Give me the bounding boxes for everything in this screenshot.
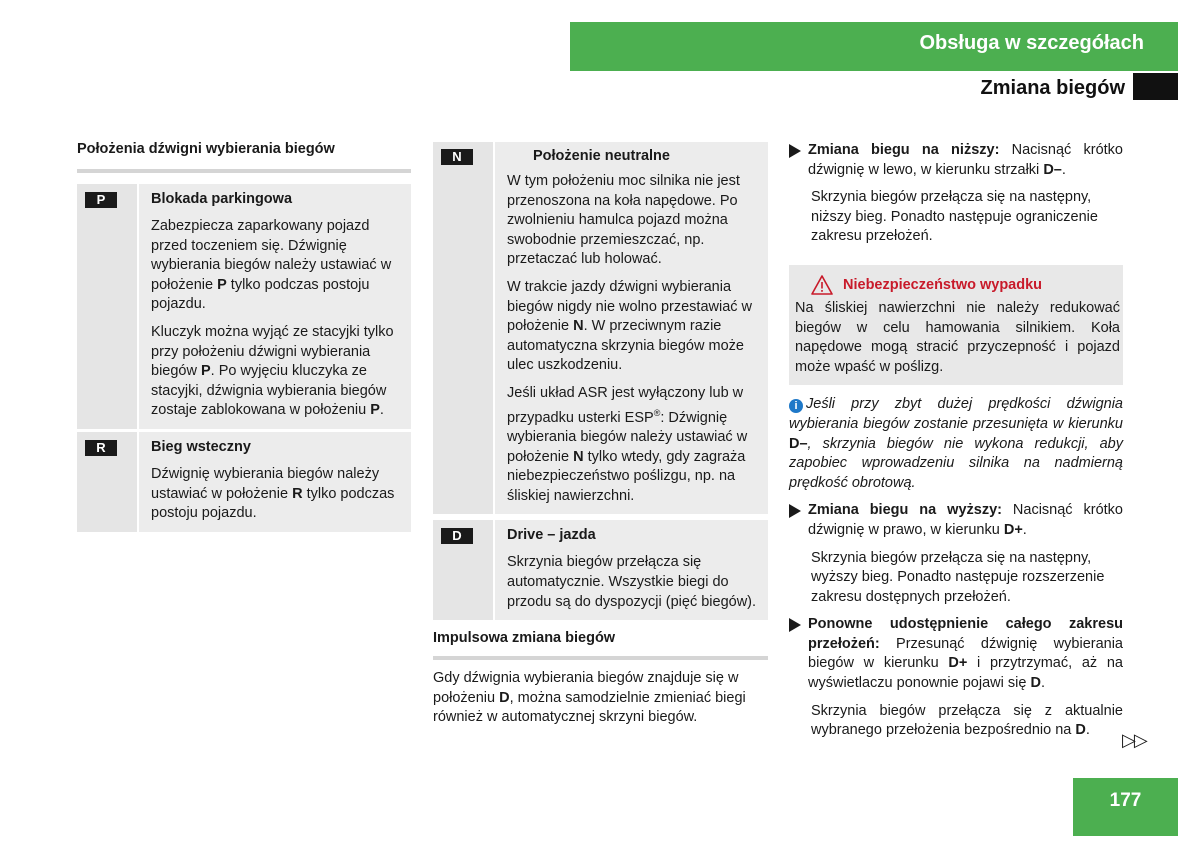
warning-box	[789, 265, 1123, 385]
position-row-n	[433, 142, 768, 514]
position-description: W trakcie jazdy dźwigni wybierania biegów nigdy nie wolno przestawiać w położenie N. W przeciwnym razie automatyczna skrzynia biegów może ulec uszkodzeniu.	[507, 278, 753, 374]
position-description: Skrzynia biegów przełącza się automatycznie. Wszystkie biegi do przodu są do dyspozycji (pięć biegów).	[507, 554, 757, 610]
position-row-p	[77, 184, 411, 429]
page-number: 177	[1073, 778, 1178, 836]
position-title: Położenie neutralne	[533, 148, 670, 164]
left-column	[77, 141, 411, 532]
positions-table-continued	[433, 142, 768, 620]
section-header-bar	[570, 22, 1178, 71]
position-title: Blokada parkingowa	[151, 191, 293, 207]
continue-arrows-icon: ▷▷	[1122, 730, 1146, 750]
position-title: Bieg wsteczny	[151, 438, 251, 455]
middle-column	[433, 142, 768, 728]
positions-heading: Położenia dźwigni wybierania biegów	[77, 141, 335, 157]
warning-text: Na śliskiej nawierzchni nie należy redukować biegów w celu hamowania silnikiem. Koła napędowe mogą stracić przyczepność i pojazd może wpaść w poślizg.	[795, 299, 1120, 375]
position-description: Dźwignię wybierania biegów należy ustawiać w położenie R tylko podczas postoju pojazdu.	[151, 465, 395, 522]
impulse-heading: Impulsowa zmiana biegów	[433, 630, 616, 647]
heading-rule	[433, 656, 768, 660]
right-column	[789, 141, 1123, 741]
position-key-d: D	[441, 528, 473, 544]
position-title: Drive – jazda	[507, 527, 596, 544]
position-row-r	[77, 429, 411, 532]
upshift-note: Skrzynia biegów przełącza się na następny, wyższy bieg. Ponadto następuje rozszerzenie zakresu dostępnych przełożeń.	[811, 549, 1105, 605]
bullet-triangle-icon	[789, 144, 801, 158]
bullet-triangle-icon	[789, 504, 801, 518]
info-icon: i	[789, 399, 803, 413]
position-key-r: R	[85, 440, 117, 456]
section-title: Obsługa w szczegółach	[919, 32, 1144, 54]
position-key-n: N	[441, 149, 473, 165]
position-row-d	[433, 514, 768, 620]
position-key-p: P	[85, 192, 117, 208]
instruction-upshift: Zmiana biegu na wyższy: Nacisnąć krótko dźwignię w prawo, w kierunku D+.	[789, 501, 1123, 540]
restore-note: Skrzynia biegów przełącza się z aktualnie wybranego przełożenia bezpośrednio na D.	[811, 702, 1123, 739]
info-note: i Jeśli przy zbyt dużej prędkości dźwignia wybierania biegów zostanie przesunięta w kierunku D–, skrzynia biegów nie wykona redukcji, aby zapobiec wprowadzeniu silnika na nadmierną prędkość obrotową.	[789, 396, 1123, 491]
warning-title: Niebezpieczeństwo wypadku	[843, 276, 1043, 293]
chapter-tab-marker	[1133, 73, 1178, 100]
page-subtitle: Zmiana biegów	[980, 77, 1125, 99]
position-description: Kluczyk można wyjąć ze stacyjki tylko przy położeniu dźwigni wybierania biegów P. Po wyjęciu kluczyka ze stacyjki, dźwignia wybierania biegów zostaje zablokowana w położeniu P.	[151, 323, 394, 419]
position-description: W tym położeniu moc silnika nie jest przenoszona na koła napędowe. Po zwolnieniu hamulca pojazd można swobodnie przemieszczać, np. przetaczać lub holować.	[507, 173, 740, 268]
position-description: Jeśli układ ASR jest wyłączony lub w przypadku usterki ESP®: Dźwignię wybierania biegów należy ustawiać w położenie N tylko wtedy, gdy zagraża niebezpieczeństwo poślizgu, np. na śliskiej nawierzchni.	[507, 384, 748, 504]
instruction-restore-range: Ponowne udostępnienie całego zakresu przełożeń: Przesunąć dźwignię wybierania biegów w kierunku D+ i przytrzymać, aż na wyświetlaczu ponownie pojawi się D.	[789, 615, 1123, 693]
bullet-triangle-icon	[789, 618, 801, 632]
instruction-downshift: Zmiana biegu na niższy: Nacisnąć krótko dźwignię w lewo, w kierunku strzałki D–.	[789, 141, 1123, 180]
positions-table	[77, 184, 411, 532]
warning-triangle-icon	[811, 275, 833, 295]
impulse-text: Gdy dźwignia wybierania biegów znajduje się w położeniu D, można samodzielnie zmieniać biegi również w automatycznej skrzyni biegów.	[433, 670, 746, 726]
downshift-note: Skrzynia biegów przełącza się na następny, niższy bieg. Ponadto następuje ograniczenie zakresu przełożeń.	[811, 189, 1098, 245]
position-description: Zabezpiecza zaparkowany pojazd przed toczeniem się. Dźwignię wybierania biegów należy ustawiać w położenie P tylko podczas postoju pojazdu.	[151, 218, 392, 313]
